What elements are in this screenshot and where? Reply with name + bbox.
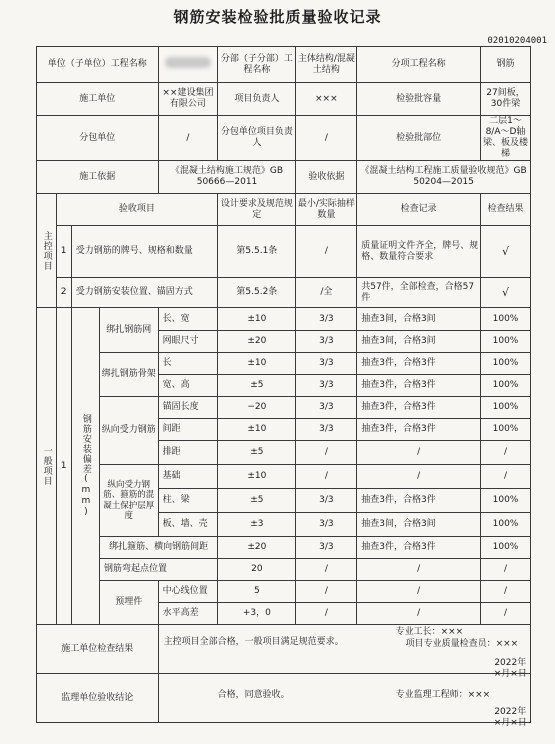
row-result: 100%: [481, 397, 531, 419]
contractor-result-cell: [158, 625, 530, 679]
subdivision-value: 主体结构/混凝土结构: [296, 47, 357, 83]
row-result: 100%: [481, 353, 531, 375]
foreman-sign: 专业工长：×××: [395, 627, 464, 637]
row-record: /: [357, 559, 481, 581]
row-req: 5: [218, 581, 296, 603]
row-req: 第5.5.2条: [218, 278, 296, 308]
part-label: 检验批部位: [357, 116, 481, 161]
row-record: /: [357, 603, 481, 625]
sub-item: 柱、梁: [158, 489, 218, 513]
group-cage: 绑扎钢筋骨架: [99, 353, 158, 397]
table-row: [37, 226, 531, 278]
sub-item: 长、宽: [158, 308, 218, 331]
contractor-result-label: 施工单位检查结果: [37, 625, 159, 674]
pm-label: 项目负责人: [218, 83, 296, 116]
row-min: /: [296, 603, 357, 625]
row-min: 3/3: [296, 353, 357, 375]
row-record: 共57件，全部检查，合格57件: [357, 278, 481, 308]
supervisor-conclusion-text: 合格，同意验收。: [217, 690, 290, 700]
row-req: ±10: [218, 308, 296, 331]
row-min: /: [296, 559, 357, 581]
row-req: ±10: [218, 465, 296, 489]
row-record: 抽查3间，合格3间: [357, 308, 481, 331]
unit-name-value: [158, 47, 218, 83]
sub-item: 绑扎箍筋、横向钢筋间距: [99, 537, 217, 559]
row-record: /: [357, 441, 481, 465]
contractor-label: 施工单位: [37, 83, 159, 116]
sub-item: 间距: [158, 419, 218, 441]
part-value: 二层1～8/A～D轴梁、板及楼梯: [481, 116, 531, 161]
unit-name-label: 单位（子单位）工程名称: [37, 47, 159, 83]
row-result: √: [481, 278, 531, 308]
row-record: 抽查3件，合格3件: [357, 397, 481, 419]
subitem-label: 分项工程名称: [357, 47, 481, 83]
row-req: ±5: [218, 441, 296, 465]
contractor-value: ××建设集团有限公司: [158, 83, 218, 116]
row-result: /: [481, 465, 531, 489]
row-min: /: [296, 441, 357, 465]
row-result: 100%: [481, 331, 531, 353]
group-bar: 纵向受力钢筋: [99, 397, 158, 465]
basis-label: 施工依据: [37, 161, 159, 194]
contractor-date: 2022年×月×日: [493, 658, 527, 679]
sub-item: 板、墙、壳: [158, 513, 218, 537]
col-req-header: 设计要求及规范规定: [218, 194, 296, 226]
inspector-sign: 项目专业质量检查员：×××: [405, 639, 519, 649]
main-items-label: [37, 194, 57, 308]
acceptance-basis-label: 验收依据: [296, 161, 357, 194]
supervisor-conclusion-label: 监理单位验收结论: [37, 674, 159, 723]
basis-value: 《混凝土结构施工规范》GB 50666—2011: [158, 161, 296, 194]
main-items-text: 主控项目: [41, 230, 52, 271]
row-req: ±10: [218, 353, 296, 375]
row-record: 质量证明文件齐全，牌号、规格、数量符合要求: [357, 226, 481, 278]
row-req: 20: [218, 559, 296, 581]
row-min: /: [296, 465, 357, 489]
row-min: /: [296, 226, 357, 278]
row-result: /: [481, 581, 531, 603]
contractor-result-text: 主控项目全部合格，一般项目满足规范要求。: [163, 637, 344, 647]
row-req: −20: [218, 397, 296, 419]
row-result: 100%: [481, 489, 531, 513]
subcontractor-label: 分包单位: [37, 116, 159, 161]
col-record-header: 检查记录: [357, 194, 481, 226]
sub-item: 水平高差: [158, 603, 218, 625]
row-min: 3/3: [296, 397, 357, 419]
supervisor-conclusion-cell: [158, 674, 530, 728]
row-result: /: [481, 559, 531, 581]
subdivision-label: 分部（子分部）工程名称: [218, 47, 296, 83]
record-table: [36, 46, 531, 728]
row-result: 100%: [481, 419, 531, 441]
subcontractor-value: /: [158, 116, 218, 161]
document-title: 钢筋安装检验批质量验收记录: [173, 8, 382, 26]
row-result: √: [481, 226, 531, 278]
row-min: 3/3: [296, 537, 357, 559]
row-req: ±5: [218, 375, 296, 397]
table-row: [37, 278, 531, 308]
sub-pm-value: /: [296, 116, 357, 161]
acceptance-basis-value: 《混凝土结构工程施工质量验收规范》GB 50204—2015: [357, 161, 531, 194]
row-item: 受力钢筋安装位置、锚固方式: [71, 278, 218, 308]
row-result: /: [481, 441, 531, 465]
row-record: 抽查3间，合格3间: [357, 513, 481, 537]
row-no: 2: [56, 278, 71, 308]
row-req: ±5: [218, 489, 296, 513]
row-record: /: [357, 581, 481, 603]
row-req: 第5.5.1条: [218, 226, 296, 278]
row-req: +3，0: [218, 603, 296, 625]
record-code: 02010204001: [487, 36, 547, 46]
col-item-header: 验收项目: [56, 194, 218, 226]
row-req: ±10: [218, 419, 296, 441]
row-min: 3/3: [296, 513, 357, 537]
row-no: 1: [56, 226, 71, 278]
row-min: 3/3: [296, 489, 357, 513]
general-items-label: [37, 308, 57, 625]
row-record: 抽查3件，合格3件: [357, 353, 481, 375]
sub-item: 钢筋弯起点位置: [99, 559, 217, 581]
sub-item: 排距: [158, 441, 218, 465]
row-record: 抽查3件，合格3件: [357, 375, 481, 397]
capacity-label: 检验批容量: [357, 83, 481, 116]
row-req: ±20: [218, 331, 296, 353]
sub-item: 中心线位置: [158, 581, 218, 603]
row-min: 3/3: [296, 375, 357, 397]
sub-item: 网眼尺寸: [158, 331, 218, 353]
row-min: /全: [296, 278, 357, 308]
group-cover: 纵向受力钢筋、箍筋的混凝土保护层厚度: [99, 465, 158, 537]
row-record: 抽查3件，合格3件: [357, 489, 481, 513]
redacted-mark: [165, 57, 211, 68]
row-result: 100%: [481, 308, 531, 331]
row-min: 3/3: [296, 308, 357, 331]
row-record: 抽查3件，合格3件: [357, 419, 481, 441]
sub-item: 宽、高: [158, 375, 218, 397]
row-min: 3/3: [296, 419, 357, 441]
sub-item: 基础: [158, 465, 218, 489]
row-record: 抽查3件，合格3件: [357, 537, 481, 559]
general-items-text: 一般项目: [41, 446, 52, 486]
col-min-header: 最小/实际抽样数量: [296, 194, 357, 226]
sub-item: 长: [158, 353, 218, 375]
group-embed: 预埋件: [99, 581, 158, 625]
row-record: /: [357, 465, 481, 489]
row-item: 受力钢筋的牌号、规格和数量: [71, 226, 218, 278]
capacity-value: 27间板，30件梁: [481, 83, 531, 116]
engineer-sign: 专业监理工程师：×××: [395, 690, 491, 700]
sub-pm-label: 分包单位项目负责人: [218, 116, 296, 161]
general-no: 1: [56, 308, 71, 625]
row-result: 100%: [481, 375, 531, 397]
sub-item: 锚固长度: [158, 397, 218, 419]
supervisor-date: 2022年×月×日: [493, 707, 527, 728]
deviation-text: 钢筋安装偏差(mm): [80, 414, 91, 518]
row-req: ±3: [218, 513, 296, 537]
row-result: /: [481, 603, 531, 625]
deviation-label: [71, 308, 99, 625]
row-req: ±20: [218, 537, 296, 559]
row-record: 抽查3间，合格3间: [357, 331, 481, 353]
subitem-value: 钢筋: [481, 47, 531, 83]
row-result: 100%: [481, 537, 531, 559]
row-min: /: [296, 581, 357, 603]
row-min: 3/3: [296, 331, 357, 353]
pm-value: ×××: [296, 83, 357, 116]
col-result-header: 检查结果: [481, 194, 531, 226]
group-mesh: 绑扎钢筋网: [99, 308, 158, 353]
row-result: 100%: [481, 513, 531, 537]
